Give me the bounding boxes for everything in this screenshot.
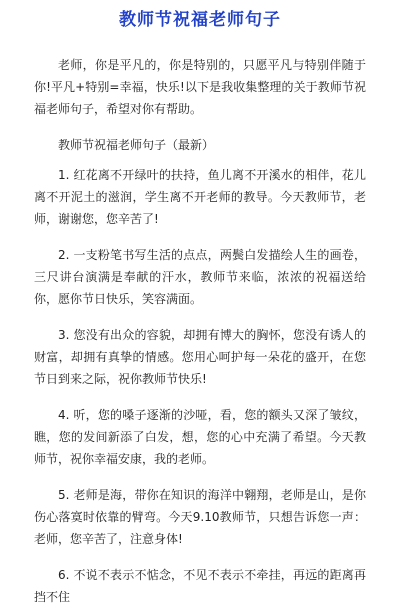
list-item: 2. 一支粉笔书写生活的点点，两鬓白发描绘人生的画卷，三尺讲台演满是奉献的汗水，教师节来临，浓浓的祝福送给你，愿你节日快乐，笑容满面。 [34,248,366,306]
list-item: 5. 老师是海，带你在知识的海洋中翱翔，老师是山，是你伤心落寞时依靠的臂弯。今天9.10教师节，只想告诉您一声：老师，您辛苦了，注意身体! [34,488,366,546]
intro-paragraph: 老师，你是平凡的，你是特别的，只愿平凡与特别伴随于你!平凡+特别=幸福，快乐!以下是我收集整理的关于教师节祝福老师句子，希望对你有帮助。 [34,58,366,116]
document-title: 教师节祝福老师句子 [119,10,281,30]
list-item: 6. 不说不表示不惦念，不见不表示不牵挂，再远的距离再挡不住 [34,568,366,604]
section-subheading: 教师节祝福老师句子（最新） [58,138,215,152]
list-item: 4. 听，您的嗓子逐渐的沙哑，看，您的额头又深了皱纹，瞧，您的发间新添了白发，想，您的心中充满了希望。今天教师节，祝你幸福安康，我的老师。 [34,408,366,466]
list-item: 3. 您没有出众的容貌，却拥有博大的胸怀，您没有诱人的财富，却拥有真挚的情感。您用心呵护每一朵花的盛开，在您节日到来之际，祝你教师节快乐! [34,328,366,386]
list-item: 1. 红花离不开绿叶的扶持，鱼儿离不开溪水的相伴，花儿离不开泥土的滋润，学生离不开老师的教导。今天教师节，老师，谢谢您，您辛苦了! [34,168,366,226]
